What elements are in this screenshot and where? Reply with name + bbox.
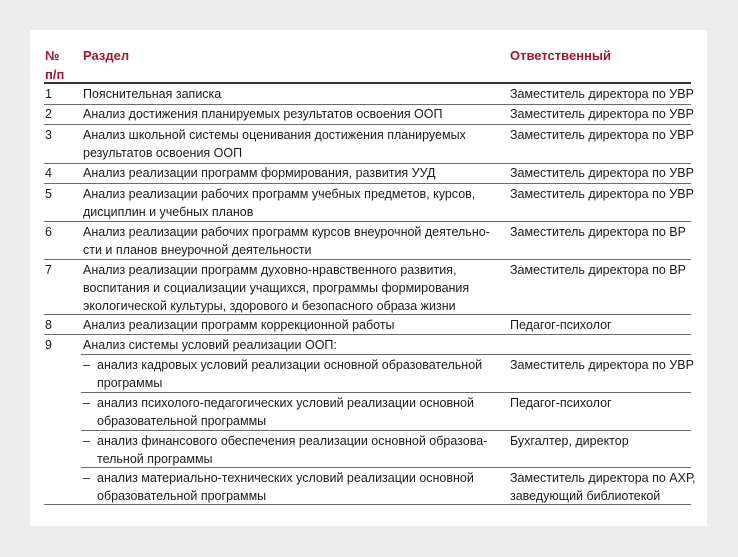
row-responsible (510, 85, 694, 103)
subrow-responsible (510, 356, 694, 374)
row-responsible (510, 316, 612, 334)
row-responsible (510, 185, 694, 203)
header-num (45, 46, 64, 84)
header-num-line2: п/п (45, 67, 65, 82)
row-num: 6 (45, 225, 52, 239)
row-num: 1 (45, 87, 52, 101)
row-section-line: Пояснительная записка (83, 87, 222, 101)
subrow-section-line: тельной программы (97, 452, 213, 466)
subrow-section-line: анализ материально-технических условий реализации основной (97, 471, 474, 485)
header-responsible: Ответственный (510, 48, 611, 63)
header-section: Раздел (83, 48, 130, 63)
row-divider (44, 334, 691, 335)
subrow-responsible-line: заведующий библиотекой (510, 489, 661, 503)
row-section-line: Анализ школьной системы оценивания достижения планируемых (83, 128, 466, 142)
subrow-section-line: образовательной программы (97, 489, 267, 503)
row-section-line: воспитания и социализации учащихся, программы формирования (83, 281, 470, 295)
row-num: 9 (45, 338, 52, 352)
subrow-dash: – (83, 471, 90, 485)
row-responsible-line: Заместитель директора по УВР (510, 87, 694, 101)
row-responsible-line: Заместитель директора по ВР (510, 225, 686, 239)
row-num: 5 (45, 187, 52, 201)
header-divider (44, 82, 691, 84)
row-responsible-line: Заместитель директора по УВР (510, 187, 694, 201)
row-section (83, 85, 221, 103)
subrow-section (97, 356, 482, 392)
subrow-dash: – (83, 396, 90, 410)
row-section (83, 316, 395, 334)
subrow-responsible-line: Бухгалтер, директор (510, 434, 629, 448)
row-divider (44, 183, 691, 184)
row-section (83, 223, 490, 259)
subrow-section-line: анализ кадровых условий реализации основной образовательной (97, 358, 483, 372)
row-section-line: Анализ реализации программ коррекционной работы (83, 318, 395, 332)
subrow-responsible (510, 469, 695, 505)
row-responsible (510, 126, 694, 144)
row-section-line: Анализ системы условий реализации ООП: (83, 338, 337, 352)
row-num: 3 (45, 128, 52, 142)
row-section (83, 126, 466, 162)
subrow-dash: – (83, 434, 90, 448)
row-responsible-line: Заместитель директора по УВР (510, 166, 694, 180)
table-bottom-rule (44, 504, 691, 505)
subrow-section (97, 469, 474, 505)
row-divider (44, 259, 691, 260)
row-section-line: результатов освоения ООП (83, 146, 243, 160)
row-num: 4 (45, 166, 52, 180)
row-divider (44, 124, 691, 125)
subrow-section (97, 432, 487, 468)
row-section (83, 336, 337, 354)
row-divider (44, 221, 691, 222)
row-section (83, 105, 443, 123)
row-responsible (510, 164, 694, 182)
row-responsible (510, 223, 686, 241)
subrow-divider (81, 430, 691, 431)
row-section-line: экологической культуры, здорового и безопасного образа жизни (83, 299, 456, 313)
row-num: 8 (45, 318, 52, 332)
row-section-line: Анализ реализации рабочих программ курсов внеурочной деятельно- (83, 225, 490, 239)
analysis-table (30, 30, 707, 526)
subrow-divider (81, 467, 691, 468)
row-section (83, 185, 475, 221)
row-responsible (510, 261, 686, 279)
subrow-section (97, 394, 474, 430)
header-num-line1: № (45, 48, 60, 63)
row-section-line: дисциплин и учебных планов (83, 205, 254, 219)
row-section-line: Анализ реализации программ духовно-нравственного развития, (83, 263, 457, 277)
row-section (83, 164, 435, 182)
row-divider (44, 314, 691, 315)
row-num: 7 (45, 263, 52, 277)
row-section (83, 261, 469, 315)
row-responsible (510, 105, 694, 123)
row-responsible-line: Педагог-психолог (510, 318, 612, 332)
subrow-responsible-line: Заместитель директора по УВР (510, 358, 694, 372)
subrow-section-line: программы (97, 376, 163, 390)
subrow-responsible-line: Педагог-психолог (510, 396, 612, 410)
row-num: 2 (45, 107, 52, 121)
row-responsible-line: Заместитель директора по УВР (510, 107, 694, 121)
row-section-line: сти и планов внеурочной деятельности (83, 243, 312, 257)
subrow-divider (81, 354, 691, 355)
row-section-line: Анализ реализации программ формирования, развития УУД (83, 166, 436, 180)
row-responsible-line: Заместитель директора по УВР (510, 128, 694, 142)
row-section-line: Анализ достижения планируемых результатов освоения ООП (83, 107, 443, 121)
row-responsible-line: Заместитель директора по ВР (510, 263, 686, 277)
subrow-responsible (510, 394, 612, 412)
subrow-dash: – (83, 358, 90, 372)
subrow-responsible (510, 432, 629, 450)
subrow-section-line: образовательной программы (97, 414, 267, 428)
row-section-line: Анализ реализации рабочих программ учебных предметов, курсов, (83, 187, 476, 201)
subrow-section-line: анализ психолого-педагогических условий реализации основной (97, 396, 474, 410)
subrow-responsible-line: Заместитель директора по АХР, (510, 471, 696, 485)
subrow-section-line: анализ финансового обеспечения реализации основной образова- (97, 434, 488, 448)
subrow-divider (81, 392, 691, 393)
